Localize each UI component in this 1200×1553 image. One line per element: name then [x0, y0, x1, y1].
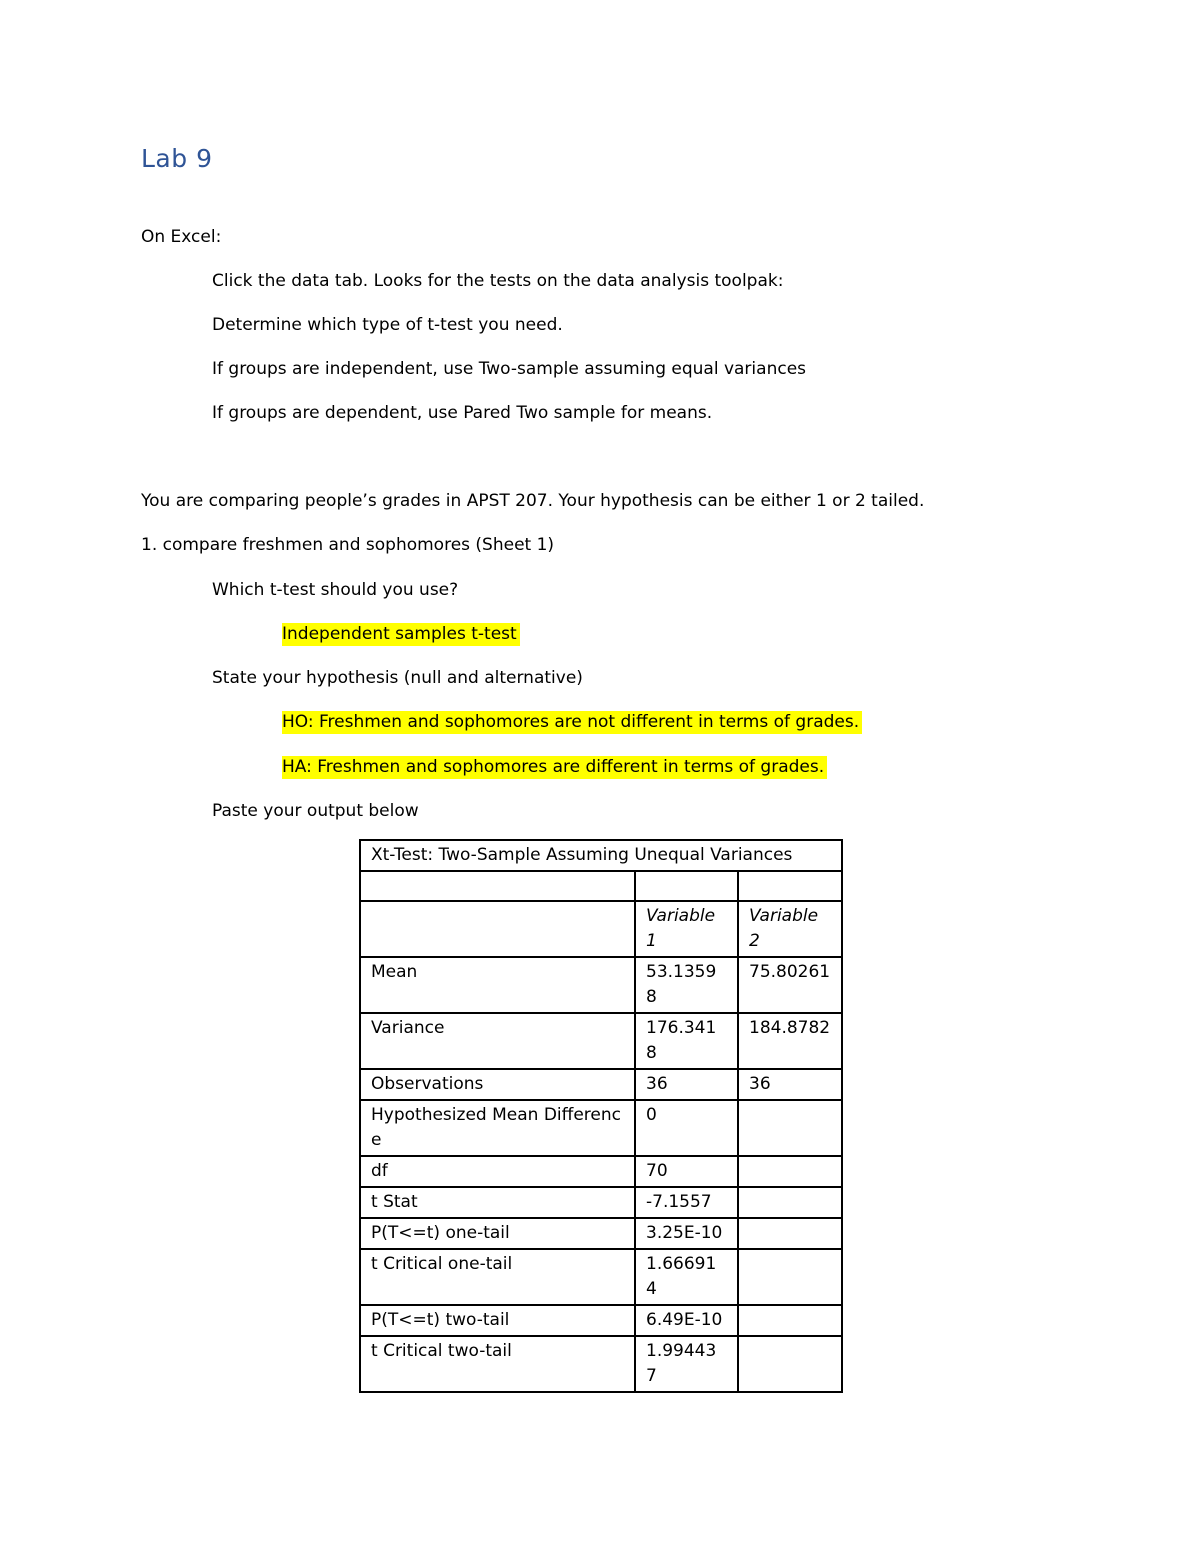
table-column-headers — [360, 901, 842, 957]
answer-test-highlight: Independent samples t-test — [282, 623, 520, 646]
page-title: Lab 9 — [141, 144, 213, 173]
table-header: Xt-Test: Two-Sample Assuming Unequal Variances — [360, 840, 842, 871]
table-body — [360, 957, 842, 1392]
variable-1-value: 1.666914 — [635, 1249, 738, 1305]
variable-2-value — [738, 1336, 842, 1392]
alt-hypothesis-highlight: HA: Freshmen and sophomores are different in terms of grades. — [282, 756, 827, 779]
table-row — [360, 957, 842, 1013]
column-variable-2: Variable 2 — [738, 901, 842, 957]
state-hypothesis-prompt: State your hypothesis (null and alternative) — [212, 668, 583, 688]
step-2: Determine which type of t-test you need. — [212, 315, 563, 335]
variable-2-value — [738, 1187, 842, 1218]
variable-2-value: 184.8782 — [738, 1013, 842, 1069]
table-row — [360, 1218, 842, 1249]
variable-1-value: 6.49E-10 — [635, 1305, 738, 1336]
variable-1-value: 53.13598 — [635, 957, 738, 1013]
row-label: Observations — [360, 1069, 635, 1100]
question-1: 1. compare freshmen and sophomores (Sheet 1) — [141, 535, 555, 555]
row-label: t Critical one-tail — [360, 1249, 635, 1305]
row-label: P(T<=t) two-tail — [360, 1305, 635, 1336]
variable-2-value — [738, 1249, 842, 1305]
on-excel-label: On Excel: — [141, 227, 222, 247]
variable-1-value: 1.994437 — [635, 1336, 738, 1392]
table-row — [360, 1100, 842, 1156]
table-row — [360, 1305, 842, 1336]
row-label: Hypothesized Mean Difference — [360, 1100, 635, 1156]
intro-text: You are comparing people’s grades in APST 207. Your hypothesis can be either 1 or 2 tailed. — [141, 491, 925, 511]
variable-2-value — [738, 1100, 842, 1156]
table-header-row — [360, 840, 842, 871]
variable-2-value — [738, 1156, 842, 1187]
variable-1-value: 70 — [635, 1156, 738, 1187]
variable-1-value: 36 — [635, 1069, 738, 1100]
variable-1-value: 0 — [635, 1100, 738, 1156]
table-row — [360, 1187, 842, 1218]
table-row — [360, 1156, 842, 1187]
table-row — [360, 1013, 842, 1069]
variable-1-value: 176.3418 — [635, 1013, 738, 1069]
row-label: P(T<=t) one-tail — [360, 1218, 635, 1249]
which-test-prompt: Which t-test should you use? — [212, 580, 459, 600]
row-label: Mean — [360, 957, 635, 1013]
row-label: df — [360, 1156, 635, 1187]
variable-2-value: 75.80261 — [738, 957, 842, 1013]
table-row — [360, 1336, 842, 1392]
row-label: t Stat — [360, 1187, 635, 1218]
variable-2-value: 36 — [738, 1069, 842, 1100]
step-3: If groups are independent, use Two-sample assuming equal variances — [212, 359, 807, 379]
step-1: Click the data tab. Looks for the tests on the data analysis toolpak: — [212, 271, 784, 291]
row-label: t Critical two-tail — [360, 1336, 635, 1392]
variable-1-value: -7.1557 — [635, 1187, 738, 1218]
variable-1-value: 3.25E-10 — [635, 1218, 738, 1249]
table-blank-row — [360, 871, 842, 901]
null-hypothesis-highlight: HO: Freshmen and sophomores are not different in terms of grades. — [282, 711, 862, 734]
variable-2-value — [738, 1305, 842, 1336]
ttest-output-table — [359, 839, 843, 1393]
table-row — [360, 1069, 842, 1100]
table-row — [360, 1249, 842, 1305]
column-variable-1: Variable 1 — [635, 901, 738, 957]
step-4: If groups are dependent, use Pared Two sample for means. — [212, 403, 713, 423]
paste-output-prompt: Paste your output below — [212, 801, 419, 821]
row-label: Variance — [360, 1013, 635, 1069]
variable-2-value — [738, 1218, 842, 1249]
